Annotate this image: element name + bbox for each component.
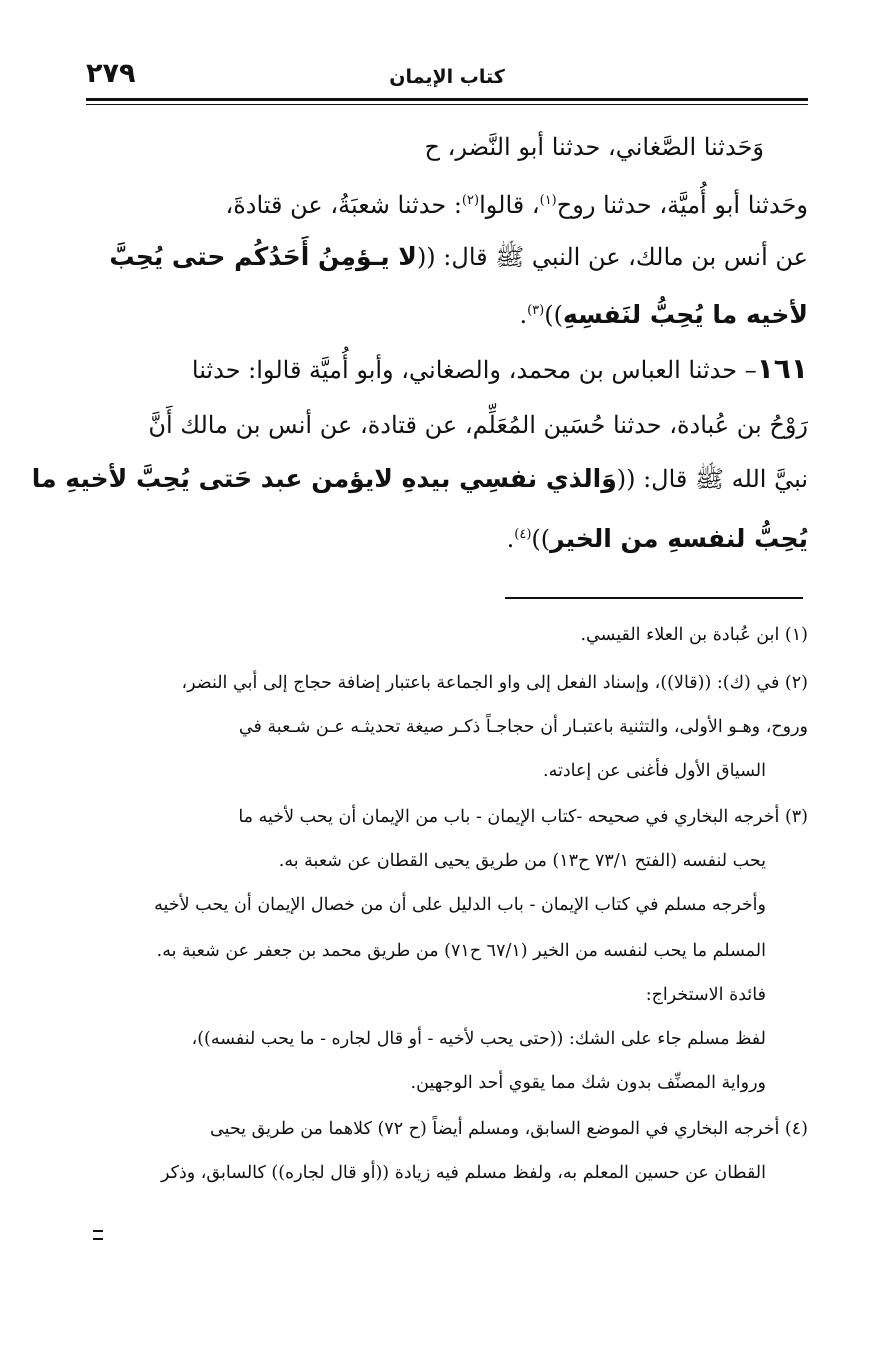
footnote-3-line-3: وأخرجه مسلم في كتاب الإيمان - باب الدليل على أن من خصال الإيمان أن يحب لأخيه: [154, 895, 766, 915]
footnote-3-line-7: ورواية المصنِّف بدون شك مما يقوي أحد الوجهين.: [410, 1073, 766, 1093]
text-line-5-content: – حدثنا العباس بن محمد، والصغاني، وأبو أُميَّة قالوا: حدثنا: [191, 356, 757, 384]
hadith-text-1a: لا يـؤمِنُ أَحَدُكُم حتى يُحِبَّ: [109, 242, 417, 271]
footnote-ref-2[interactable]: (٢): [461, 193, 480, 208]
text-line-6-content: رَوْحُ بن عُبادة، حدثنا حُسَين المُعَلِّم، عن قتادة، عن أنس بن مالك أَنَّ: [148, 411, 808, 439]
footnote-4-line-2: القطان عن حسين المعلم به، ولفظ مسلم فيه زيادة ((أو قال لجاره)) كالسابق، وذكر: [160, 1163, 766, 1183]
header-rule-thick: [86, 98, 808, 101]
hadith-text-1b: لأخيه ما يُحِبُّ لنَفسِهِ: [562, 300, 808, 329]
text-line-1: [425, 130, 764, 170]
footnote-3-line-5: فائدة الاستخراج:: [645, 985, 766, 1005]
footnote-ref-1[interactable]: (١): [539, 193, 557, 208]
footnote-1: (١) ابن عُبادة بن العلاء القيسي.: [580, 625, 808, 645]
text-line-3-plain: عن أنس بن مالك، عن النبي ﷺ قال: ((: [416, 243, 808, 271]
text-line-5: [192, 352, 808, 392]
page-number: ٢٧٩: [86, 58, 136, 89]
period-2: .: [506, 525, 515, 553]
footnote-3-line-6: لفظ مسلم جاء على الشك: ((حتى يحب لأخيه - أو قال لجاره - ما يحب لنفسه))،: [191, 1029, 766, 1049]
footnote-3-line-2: يحب لنفسه (الفتح ٧٣/١ ح١٣) من طريق يحيى القطان عن شعبة به.: [278, 851, 766, 871]
header-rule-thin: [86, 104, 808, 105]
footnote-ref-4[interactable]: (٤): [514, 527, 532, 542]
footnote-4-line-1: (٤) أخرجه البخاري في الموضع السابق، ومسلم أيضاً (ح ٧٢) كلاهما من طريق يحيى: [209, 1119, 808, 1139]
text-line-6: [148, 408, 808, 448]
text-line-1-content: وَحَدثنا الصَّغاني، حدثنا أبو النَّضر، ح: [424, 133, 764, 161]
footnote-2-line-3: السياق الأول فأغنى عن إعادته.: [543, 761, 766, 781]
footnote-2-line-1: (٢) في (ك): ((قالا))، وإسناد الفعل إلى واو الجماعة باعتبار إضافة حجاج إلى أبي النضر،: [181, 673, 808, 693]
page-header: [86, 58, 808, 102]
text-line-2-a: وحَدثنا أبو أُميَّة، حدثنا روح: [556, 191, 808, 219]
text-line-8: [507, 518, 808, 558]
text-line-2: [225, 184, 808, 224]
footnote-separator: [505, 597, 803, 599]
quote-close-1: )): [544, 301, 563, 329]
quote-close-2: )): [531, 525, 551, 553]
hadith-text-2a: وَالذي نفسِي بيدهِ لايؤمن عبد حَتى يُحِبَّ لأخيهِ ما: [31, 464, 617, 493]
hadith-text-2b: يُحِبُّ لنفسهِ من الخير: [550, 524, 808, 553]
footnote-3-line-4: المسلم ما يحب لنفسه من الخير (٦٧/١ ح٧١) من طريق محمد بن جعفر عن شعبة به.: [156, 941, 766, 961]
text-line-4: [519, 294, 808, 334]
hadith-number: ١٦١: [756, 352, 808, 385]
text-line-7: [32, 462, 808, 502]
text-line-2-c: : حدثنا شعبَةُ، عن قتادةَ،: [225, 191, 462, 219]
running-title: كتاب الإيمان: [389, 66, 505, 88]
continuation-mark: [93, 1230, 103, 1240]
text-line-7-plain: نبيَّ الله ﷺ قال: ((: [616, 465, 808, 493]
footnote-ref-3[interactable]: (٣): [527, 303, 545, 318]
footnote-2-line-2: وروح، وهـو الأولى، والتثنية باعتبـار أن حجاجـاً ذكـر صيغة تحديثـه عـن شـعبة في: [238, 717, 808, 737]
period-1: .: [519, 301, 528, 329]
text-line-2-b: ، قالوا: [479, 191, 540, 219]
text-line-3: [109, 240, 808, 280]
footnote-3-line-1: (٣) أخرجه البخاري في صحيحه -كتاب الإيمان - باب من الإيمان أن يحب لأخيه ما: [238, 807, 808, 827]
